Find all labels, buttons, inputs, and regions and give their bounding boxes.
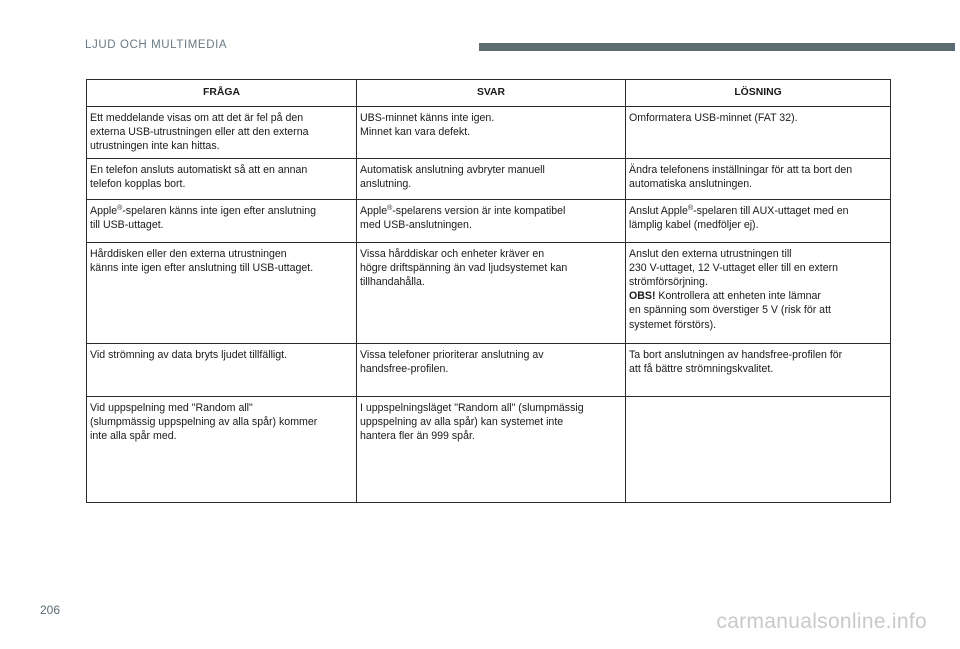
- column-header-question: FRÅGA: [87, 80, 357, 107]
- answer-cell: Automatisk anslutning avbryter manuell anslutning.: [357, 158, 626, 199]
- column-header-solution: LÖSNING: [626, 80, 891, 107]
- section-title: LJUD OCH MULTIMEDIA: [85, 39, 228, 51]
- question-cell: Ett meddelande visas om att det är fel på den externa USB-utrustningen eller att den externa utrustningen inte kan hittas.: [87, 107, 357, 159]
- solution-cell: Omformatera USB-minnet (FAT 32).: [626, 107, 891, 159]
- question-cell: Vid uppspelning med "Random all" (slumpmässig uppspelning av alla spår) kommer inte alla spår med.: [87, 396, 357, 502]
- table-row: [87, 396, 891, 502]
- answer-cell: UBS-minnet känns inte igen. Minnet kan vara defekt.: [357, 107, 626, 159]
- solution-cell: Anslut Apple®-spelaren till AUX-uttaget med en lämplig kabel (medföljer ej).: [626, 199, 891, 242]
- solution-cell: [626, 396, 891, 502]
- table-row: [87, 242, 891, 343]
- obs-label: OBS!: [629, 290, 656, 303]
- question-cell: Hårddisken eller den externa utrustningen känns inte igen efter anslutning till USB-uttaget.: [87, 242, 357, 343]
- table-row: [87, 199, 891, 242]
- answer-cell: Apple®-spelarens version är inte kompatibel med USB-anslutningen.: [357, 199, 626, 242]
- troubleshooting-table: [86, 79, 891, 503]
- answer-cell: I uppspelningsläget "Random all" (slumpmässig uppspelning av alla spår) kan systemet inte hantera fler än 999 spår.: [357, 396, 626, 502]
- table-row: [87, 343, 891, 396]
- table-row: [87, 158, 891, 199]
- question-cell: Apple®-spelaren känns inte igen efter anslutning till USB-uttaget.: [87, 199, 357, 242]
- solution-cell: Anslut den externa utrustningen till 230 V-uttaget, 12 V-uttaget eller till en extern strömförsörjning. OBS! Kontrollera att enheten inte lämnar en spänning som överstiger 5 V (risk för att systemet förstörs).: [626, 242, 891, 343]
- solution-cell: Ändra telefonens inställningar för att ta bort den automatiska anslutningen.: [626, 158, 891, 199]
- page-number: 206: [40, 603, 61, 617]
- question-cell: En telefon ansluts automatiskt så att en annan telefon kopplas bort.: [87, 158, 357, 199]
- table-row: [87, 107, 891, 159]
- table-header-row: [87, 80, 891, 107]
- answer-cell: Vissa telefoner prioriterar anslutning av handsfree-profilen.: [357, 343, 626, 396]
- header-bar: [479, 43, 955, 51]
- answer-cell: Vissa hårddiskar och enheter kräver en högre driftspänning än vad ljudsystemet kan tillhandahålla.: [357, 242, 626, 343]
- column-header-answer: SVAR: [357, 80, 626, 107]
- page-header: [85, 36, 960, 56]
- solution-cell: Ta bort anslutningen av handsfree-profilen för att få bättre strömningskvalitet.: [626, 343, 891, 396]
- watermark: carmanualsonline.info: [716, 610, 927, 633]
- question-cell: Vid strömning av data bryts ljudet tillfälligt.: [87, 343, 357, 396]
